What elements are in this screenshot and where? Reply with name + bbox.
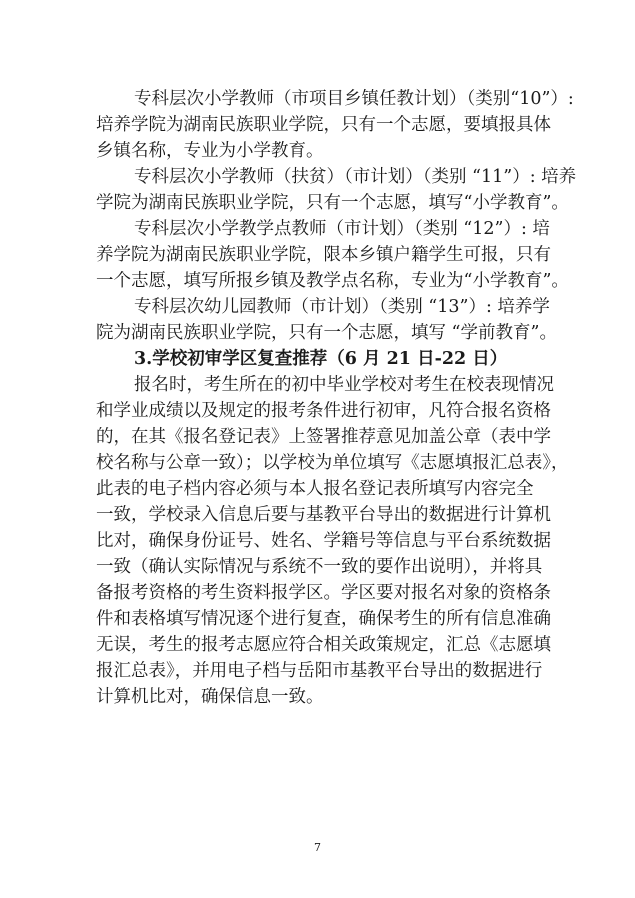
page-number: 7 bbox=[314, 841, 321, 854]
paragraph-2-line-1: 专科层次小学教师（扶贫）（市计划）（类别 “11”）: 培养 bbox=[134, 167, 577, 187]
body-line: 和学业成绩以及规定的报考条件进行初审，凡符合报名资格 bbox=[96, 401, 551, 421]
body-line: 一致（确认实际情况与系统不一致的要作出说明），并将具 bbox=[96, 557, 543, 577]
body-line: 的，在其《报名登记表》上签署推荐意见加盖公章（表中学 bbox=[96, 427, 551, 447]
paragraph-1-line-2: 培养学院为湖南民族职业学院，只有一个志愿，要填报具体 bbox=[96, 115, 551, 135]
paragraph-3-line-2: 养学院为湖南民族职业学院，限本乡镇户籍学生可报，只有 bbox=[96, 245, 551, 265]
paragraph-4-line-2: 院为湖南民族职业学院，只有一个志愿，填写 “学前教育”。 bbox=[96, 323, 557, 343]
paragraph-2-line-2: 学院为湖南民族职业学院，只有一个志愿，填写“小学教育”。 bbox=[96, 193, 569, 213]
body-line: 无误，考生的报考志愿应符合相关政策规定，汇总《志愿填 bbox=[96, 635, 551, 655]
paragraph-3-line-1: 专科层次小学教学点教师（市计划）（类别 “12”）: 培 bbox=[134, 219, 550, 239]
paragraph-1-line-3: 乡镇名称，专业为小学教育。 bbox=[96, 141, 324, 161]
paragraph-1-line-1: 专科层次小学教师（市项目乡镇任教计划）（类别“10”）: bbox=[134, 89, 574, 109]
body-line: 报汇总表》，并用电子档与岳阳市基教平台导出的数据进行 bbox=[96, 661, 543, 681]
body-line: 一致，学校录入信息后要与基教平台导出的数据进行计算机 bbox=[96, 505, 551, 525]
body-line: 备报考资格的考生资料报学区。学区要对报名对象的资格条 bbox=[96, 583, 551, 603]
body-line: 此表的电子档内容必须与本人报名登记表所填写内容完全 bbox=[96, 479, 534, 499]
paragraph-4-line-1: 专科层次幼儿园教师（市计划）（类别 “13”）: 培养学 bbox=[134, 297, 550, 317]
section-heading: 3.学校初审学区复查推荐（6 月 21 日-22 日） bbox=[134, 349, 508, 369]
body-line: 报名时，考生所在的初中毕业学校对考生在校表现情况 bbox=[134, 375, 554, 395]
body-line: 比对，确保身份证号、姓名、学籍号等信息与平台系统数据 bbox=[96, 531, 551, 551]
paragraph-3-line-3: 一个志愿，填写所报乡镇及教学点名称，专业为“小学教育”。 bbox=[96, 271, 569, 291]
body-line: 校名称与公章一致）；以学校为单位填写《志愿填报汇总表》， bbox=[96, 453, 569, 473]
body-line: 计算机比对，确保信息一致。 bbox=[96, 687, 324, 707]
body-line: 件和表格填写情况逐个进行复查，确保考生的所有信息准确 bbox=[96, 609, 551, 629]
